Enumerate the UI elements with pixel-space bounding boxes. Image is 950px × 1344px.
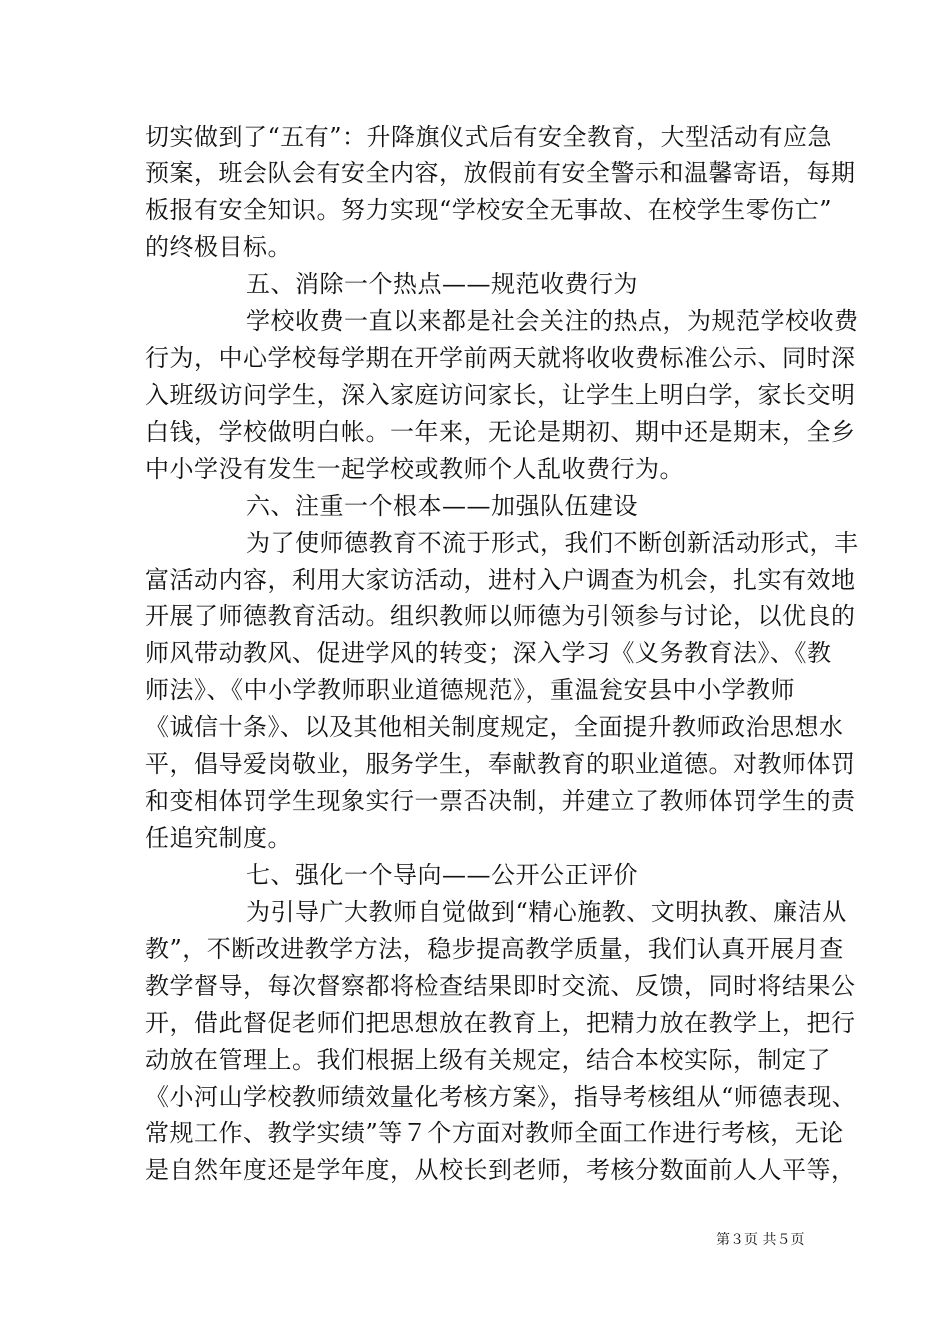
body-line: 《小河山学校教师绩效量化考核方案》，指导考核组从“师德表现、 xyxy=(145,1083,857,1111)
body-line: 和变相体罚学生现象实行一票否决制，并建立了教师体罚学生的责 xyxy=(145,787,856,815)
section-heading-5: 五、消除一个热点——规范收费行为 xyxy=(246,270,638,298)
paragraph-first-line: 为引导广大教师自觉做到“精心施教、文明执教、廉洁从 xyxy=(246,898,847,926)
paragraph-first-line: 为了使师德教育不流于形式，我们不断创新活动形式，丰 xyxy=(246,529,859,557)
body-line: 教学督导，每次督察都将检查结果即时交流、反馈，同时将结果公 xyxy=(145,972,856,1000)
body-line: 入班级访问学生，深入家庭访问家长，让学生上明白学，家长交明 xyxy=(145,381,856,409)
body-line: 《诚信十条》、以及其他相关制度规定，全面提升教师政治思想水 xyxy=(145,713,844,741)
body-line: 常规工作、教学实绩”等７个方面对教师全面工作进行考核，无论 xyxy=(145,1119,844,1147)
paragraph-first-line: 学校收费一直以来都是社会关注的热点，为规范学校收费 xyxy=(246,307,859,335)
body-line: 师风带动教风、促进学风的转变；深入学习《义务教育法》、《教 xyxy=(145,639,832,667)
body-line: 的终极目标。 xyxy=(145,233,292,261)
body-line: 行为，中心学校每学期在开学前两天就将收收费标准公示、同时深 xyxy=(145,344,856,372)
section-heading-7: 七、强化一个导向——公开公正评价 xyxy=(246,861,638,889)
body-line: 预案，班会队会有安全内容，放假前有安全警示和温馨寄语，每期 xyxy=(145,159,856,187)
body-line: 开，借此督促老师们把思想放在教育上，把精力放在教学上，把行 xyxy=(145,1009,856,1037)
body-line: 白钱，学校做明白帐。一年来，无论是期初、期中还是期末，全乡 xyxy=(145,418,856,446)
body-line: 富活动内容，利用大家访活动，进村入户调查为机会，扎实有效地 xyxy=(145,566,856,594)
body-line: 切实做到了“五有”：升降旗仪式后有安全教育，大型活动有应急 xyxy=(145,123,833,151)
section-heading-6: 六、注重一个根本——加强队伍建设 xyxy=(246,492,638,520)
body-line: 教”，不断改进教学方法，稳步提高教学质量，我们认真开展月查 xyxy=(145,935,844,963)
body-line: 开展了师德教育活动。组织教师以师德为引领参与讨论，以优良的 xyxy=(145,602,856,630)
body-line: 中小学没有发生一起学校或教师个人乱收费行为。 xyxy=(145,455,684,483)
body-line: 是自然年度还是学年度，从校长到老师，考核分数面前人人平等， xyxy=(145,1156,856,1184)
body-line: 平，倡导爱岗敬业，服务学生，奉献教育的职业道德。对教师体罚 xyxy=(145,750,856,778)
body-line: 板报有安全知识。努力实现“学校安全无事故、在校学生零伤亡” xyxy=(145,196,833,224)
body-line: 动放在管理上。我们根据上级有关规定，结合本校实际，制定了 xyxy=(145,1046,831,1074)
body-line: 任追究制度。 xyxy=(145,824,292,852)
body-line: 师法》、《中小学教师职业道德规范》，重温瓮安县中小学教师 xyxy=(145,676,795,704)
page-number-footer: 第３页 共５页 xyxy=(716,1232,805,1248)
